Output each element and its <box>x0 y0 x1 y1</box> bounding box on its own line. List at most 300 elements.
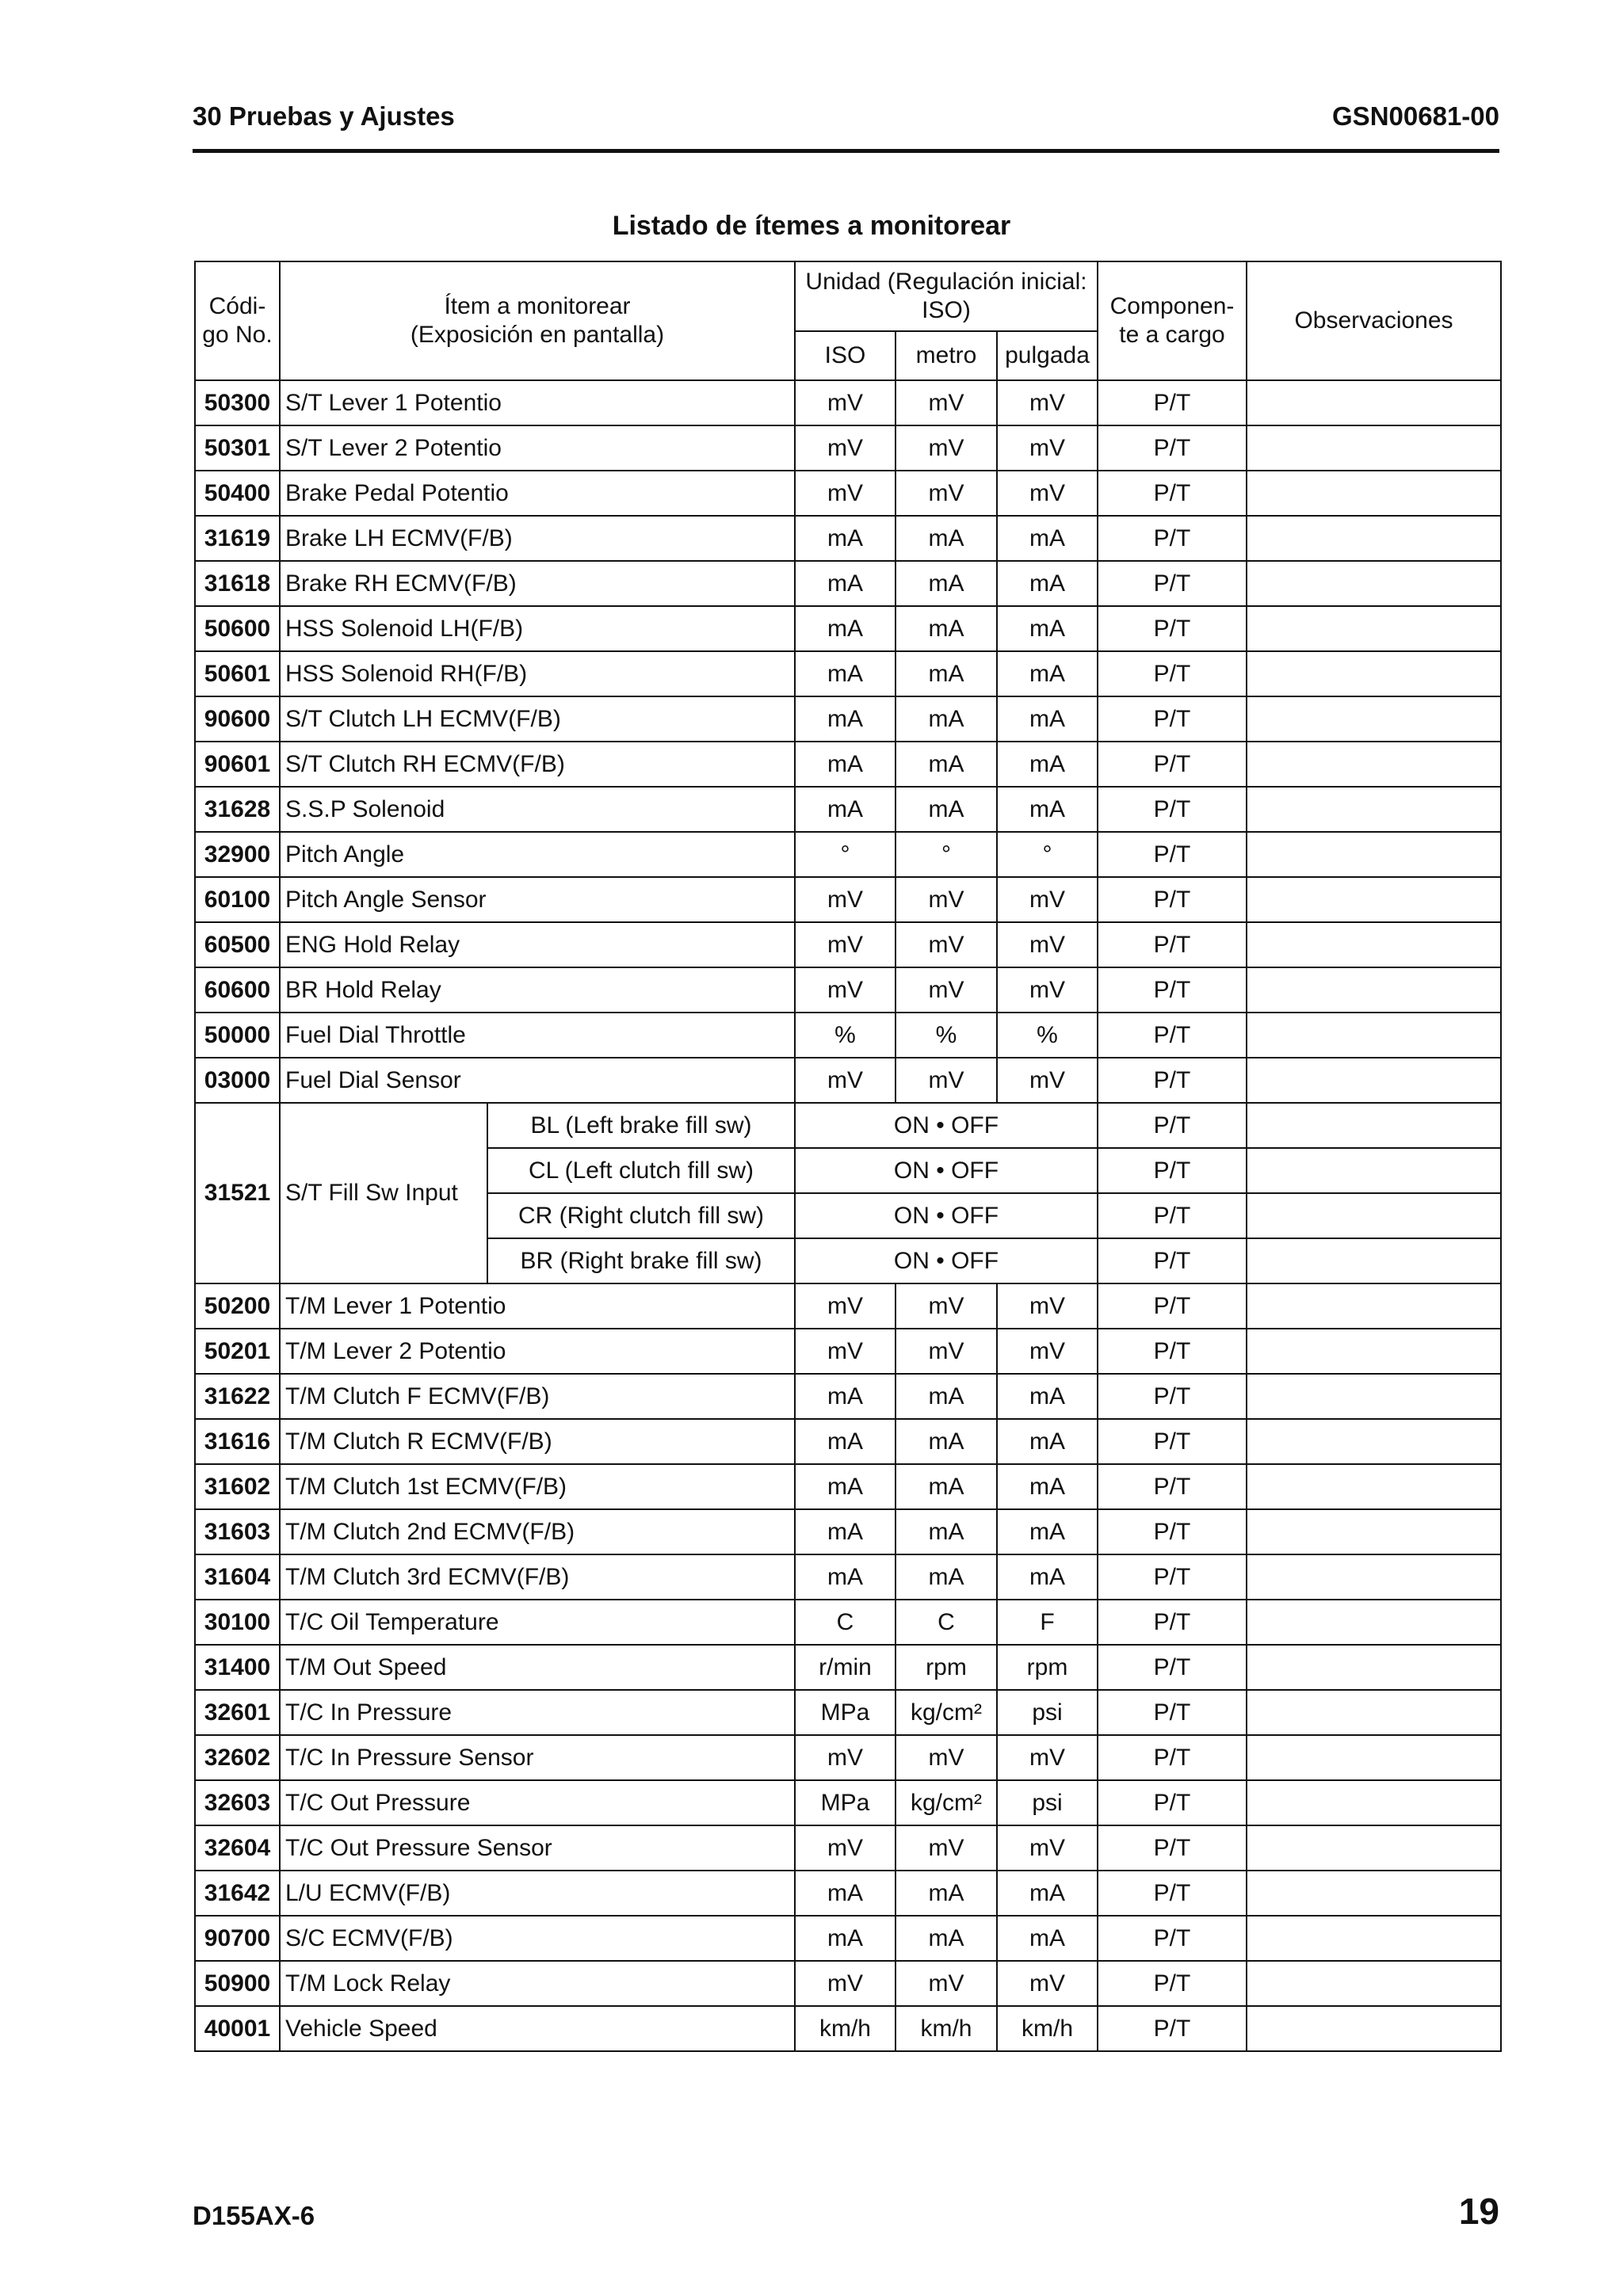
component-cell: P/T <box>1098 1103 1247 1148</box>
unit-iso-cell: mV <box>795 922 896 967</box>
unit-iso-cell: MPa <box>795 1780 896 1825</box>
item-cell: BR Hold Relay <box>280 967 795 1013</box>
unit-pulgada-cell: mA <box>997 651 1098 696</box>
component-cell: P/T <box>1098 1916 1247 1961</box>
unit-pulgada-cell: mA <box>997 696 1098 742</box>
unit-iso-cell: C <box>795 1600 896 1645</box>
table-row <box>195 696 1501 742</box>
unit-metro-cell: mA <box>896 1554 997 1600</box>
unit-iso-cell: mA <box>795 1554 896 1600</box>
item-cell: Brake Pedal Potentio <box>280 471 795 516</box>
unit-metro-cell: mA <box>896 606 997 651</box>
code-cell: 31604 <box>195 1554 280 1600</box>
unit-pulgada-cell: mV <box>997 967 1098 1013</box>
unit-iso-cell: mV <box>795 1058 896 1103</box>
code-cell: 50600 <box>195 606 280 651</box>
unit-metro-cell: mA <box>896 742 997 787</box>
observaciones-cell <box>1247 1645 1501 1690</box>
unit-pulgada-cell: mA <box>997 1419 1098 1464</box>
table-row <box>195 1464 1501 1509</box>
item-cell: Brake LH ECMV(F/B) <box>280 516 795 561</box>
code-cell: 50000 <box>195 1013 280 1058</box>
col-header-component <box>1098 261 1247 380</box>
item-cell: T/M Lever 2 Potentio <box>280 1329 795 1374</box>
unit-iso-cell: mV <box>795 1961 896 2006</box>
item-cell: T/M Out Speed <box>280 1645 795 1690</box>
unit-metro-cell: mV <box>896 1058 997 1103</box>
unit-iso-cell: mV <box>795 1735 896 1780</box>
observaciones-cell <box>1247 1464 1501 1509</box>
observaciones-cell <box>1247 1961 1501 2006</box>
unit-iso-cell: mV <box>795 1825 896 1871</box>
component-cell: P/T <box>1098 1058 1247 1103</box>
unit-pulgada-cell: mV <box>997 1961 1098 2006</box>
code-cell: 31521 <box>195 1103 280 1283</box>
component-cell: P/T <box>1098 922 1247 967</box>
code-cell: 50201 <box>195 1329 280 1374</box>
item-cell: T/C Out Pressure <box>280 1780 795 1825</box>
item-cell: S/T Clutch RH ECMV(F/B) <box>280 742 795 787</box>
header-divider <box>193 149 1499 153</box>
observaciones-cell <box>1247 1238 1501 1283</box>
component-cell: P/T <box>1098 1554 1247 1600</box>
table-row-fill-switch <box>195 1103 1501 1148</box>
table-row <box>195 742 1501 787</box>
observaciones-cell <box>1247 742 1501 787</box>
table-row <box>195 1374 1501 1419</box>
col-header-code-line1: Códi- <box>208 293 266 319</box>
observaciones-cell <box>1247 832 1501 877</box>
observaciones-cell <box>1247 1690 1501 1735</box>
observaciones-cell <box>1247 2006 1501 2051</box>
component-cell: P/T <box>1098 787 1247 832</box>
component-cell: P/T <box>1098 1825 1247 1871</box>
unit-pulgada-cell: mA <box>997 1509 1098 1554</box>
unit-metro-cell: km/h <box>896 2006 997 2051</box>
code-cell: 32602 <box>195 1735 280 1780</box>
unit-pulgada-cell: F <box>997 1600 1098 1645</box>
code-cell: 31628 <box>195 787 280 832</box>
code-cell: 31619 <box>195 516 280 561</box>
item-cell: Brake RH ECMV(F/B) <box>280 561 795 606</box>
observaciones-cell <box>1247 1103 1501 1148</box>
table-row <box>195 1058 1501 1103</box>
header-section-title: 30 Pruebas y Ajustes <box>193 101 455 131</box>
unit-pulgada-cell: mV <box>997 380 1098 425</box>
unit-iso-cell: mA <box>795 1871 896 1916</box>
col-header-observaciones: Observaciones <box>1247 261 1501 380</box>
sub-item-cell: CL (Left clutch fill sw) <box>487 1148 795 1193</box>
unit-metro-cell: kg/cm² <box>896 1690 997 1735</box>
item-cell: T/C In Pressure Sensor <box>280 1735 795 1780</box>
observaciones-cell <box>1247 1554 1501 1600</box>
component-cell: P/T <box>1098 1283 1247 1329</box>
component-cell: P/T <box>1098 1961 1247 2006</box>
item-cell: S/T Clutch LH ECMV(F/B) <box>280 696 795 742</box>
code-cell: 40001 <box>195 2006 280 2051</box>
table-row <box>195 922 1501 967</box>
item-cell: Fuel Dial Sensor <box>280 1058 795 1103</box>
col-header-code <box>195 261 280 380</box>
table-body-top <box>195 380 1501 1103</box>
unit-metro-cell: kg/cm² <box>896 1780 997 1825</box>
unit-pulgada-cell: mV <box>997 1329 1098 1374</box>
code-cell: 50601 <box>195 651 280 696</box>
unit-metro-cell: mV <box>896 967 997 1013</box>
unit-pulgada-cell: ° <box>997 832 1098 877</box>
unit-metro-cell: mV <box>896 1283 997 1329</box>
unit-pulgada-cell: mA <box>997 606 1098 651</box>
unit-metro-cell: mV <box>896 1329 997 1374</box>
unit-iso-cell: mA <box>795 1419 896 1464</box>
unit-metro-cell: mV <box>896 425 997 471</box>
component-cell: P/T <box>1098 1013 1247 1058</box>
table-row <box>195 1645 1501 1690</box>
component-cell: P/T <box>1098 1464 1247 1509</box>
observaciones-cell <box>1247 1600 1501 1645</box>
unit-metro-cell: mA <box>896 1464 997 1509</box>
col-header-metro: metro <box>896 331 997 380</box>
observaciones-cell <box>1247 1916 1501 1961</box>
table-row <box>195 1509 1501 1554</box>
component-cell: P/T <box>1098 425 1247 471</box>
unit-pulgada-cell: % <box>997 1013 1098 1058</box>
observaciones-cell <box>1247 1374 1501 1419</box>
component-cell: P/T <box>1098 1780 1247 1825</box>
footer-page-number: 19 <box>1458 2191 1499 2232</box>
monitoring-items-table <box>194 261 1502 2052</box>
unit-pulgada-cell: mA <box>997 1464 1098 1509</box>
component-cell: P/T <box>1098 832 1247 877</box>
unit-onoff-cell: ON • OFF <box>795 1193 1098 1238</box>
col-header-iso: ISO <box>795 331 896 380</box>
unit-pulgada-cell: mA <box>997 516 1098 561</box>
table-row <box>195 1013 1501 1058</box>
unit-metro-cell: mA <box>896 696 997 742</box>
observaciones-cell <box>1247 561 1501 606</box>
unit-pulgada-cell: mV <box>997 1058 1098 1103</box>
observaciones-cell <box>1247 1735 1501 1780</box>
observaciones-cell <box>1247 922 1501 967</box>
item-cell: T/M Clutch 2nd ECMV(F/B) <box>280 1509 795 1554</box>
observaciones-cell <box>1247 471 1501 516</box>
unit-metro-cell: mV <box>896 922 997 967</box>
unit-metro-cell: mA <box>896 561 997 606</box>
unit-pulgada-cell: psi <box>997 1780 1098 1825</box>
item-cell: T/M Clutch R ECMV(F/B) <box>280 1419 795 1464</box>
code-cell: 03000 <box>195 1058 280 1103</box>
unit-pulgada-cell: mA <box>997 787 1098 832</box>
component-cell: P/T <box>1098 651 1247 696</box>
code-cell: 60500 <box>195 922 280 967</box>
table-row <box>195 425 1501 471</box>
table-row <box>195 967 1501 1013</box>
unit-pulgada-cell: mV <box>997 1825 1098 1871</box>
unit-pulgada-cell: mV <box>997 1283 1098 1329</box>
unit-metro-cell: mA <box>896 1419 997 1464</box>
col-header-unit <box>795 261 1098 331</box>
table-title: Listado de ítemes a monitorear <box>612 211 1011 241</box>
unit-iso-cell: mA <box>795 787 896 832</box>
unit-iso-cell: r/min <box>795 1645 896 1690</box>
code-cell: 30100 <box>195 1600 280 1645</box>
component-cell: P/T <box>1098 1645 1247 1690</box>
code-cell: 50300 <box>195 380 280 425</box>
item-cell: T/M Lock Relay <box>280 1961 795 2006</box>
component-cell: P/T <box>1098 606 1247 651</box>
table-row <box>195 1600 1501 1645</box>
unit-metro-cell: mV <box>896 877 997 922</box>
unit-pulgada-cell: rpm <box>997 1645 1098 1690</box>
table-row <box>195 606 1501 651</box>
table-row <box>195 1825 1501 1871</box>
col-header-component-line1: Componen- <box>1109 293 1235 319</box>
observaciones-cell <box>1247 967 1501 1013</box>
unit-iso-cell: mA <box>795 1916 896 1961</box>
item-cell: ENG Hold Relay <box>280 922 795 967</box>
code-cell: 90601 <box>195 742 280 787</box>
item-cell: T/C Out Pressure Sensor <box>280 1825 795 1871</box>
unit-iso-cell: mV <box>795 1283 896 1329</box>
code-cell: 31602 <box>195 1464 280 1509</box>
table-body-bottom <box>195 1283 1501 2051</box>
unit-metro-cell: mA <box>896 651 997 696</box>
code-cell: 50900 <box>195 1961 280 2006</box>
unit-iso-cell: mV <box>795 877 896 922</box>
observaciones-cell <box>1247 1509 1501 1554</box>
component-cell: P/T <box>1098 561 1247 606</box>
item-cell: Fuel Dial Throttle <box>280 1013 795 1058</box>
observaciones-cell <box>1247 1871 1501 1916</box>
code-cell: 31400 <box>195 1645 280 1690</box>
component-cell: P/T <box>1098 1329 1247 1374</box>
code-cell: 90600 <box>195 696 280 742</box>
unit-iso-cell: mA <box>795 696 896 742</box>
unit-iso-cell: mV <box>795 967 896 1013</box>
component-cell: P/T <box>1098 1238 1247 1283</box>
item-cell: S.S.P Solenoid <box>280 787 795 832</box>
table-row <box>195 877 1501 922</box>
col-header-pulgada: pulgada <box>997 331 1098 380</box>
table-row <box>195 561 1501 606</box>
unit-iso-cell: mA <box>795 651 896 696</box>
unit-iso-cell: mV <box>795 380 896 425</box>
unit-pulgada-cell: mV <box>997 425 1098 471</box>
col-header-unit-line1: Unidad (Regulación inicial: <box>805 269 1087 295</box>
table-row <box>195 1916 1501 1961</box>
code-cell: 31603 <box>195 1509 280 1554</box>
item-cell: L/U ECMV(F/B) <box>280 1871 795 1916</box>
unit-metro-cell: mA <box>896 1509 997 1554</box>
code-cell: 50200 <box>195 1283 280 1329</box>
unit-metro-cell: C <box>896 1600 997 1645</box>
col-header-item-line1: Ítem a monitorear <box>444 293 631 319</box>
unit-iso-cell: mA <box>795 1509 896 1554</box>
table-row <box>195 516 1501 561</box>
item-cell: HSS Solenoid RH(F/B) <box>280 651 795 696</box>
component-cell: P/T <box>1098 1374 1247 1419</box>
unit-iso-cell: mA <box>795 742 896 787</box>
item-cell: HSS Solenoid LH(F/B) <box>280 606 795 651</box>
unit-metro-cell: mA <box>896 787 997 832</box>
unit-iso-cell: mV <box>795 1329 896 1374</box>
code-cell: 90700 <box>195 1916 280 1961</box>
unit-pulgada-cell: mA <box>997 1554 1098 1600</box>
component-cell: P/T <box>1098 1735 1247 1780</box>
component-cell: P/T <box>1098 742 1247 787</box>
component-cell: P/T <box>1098 1600 1247 1645</box>
table-row <box>195 1554 1501 1600</box>
unit-iso-cell: % <box>795 1013 896 1058</box>
col-header-unit-line2: ISO) <box>922 297 971 323</box>
unit-pulgada-cell: psi <box>997 1690 1098 1735</box>
item-cell: S/T Lever 1 Potentio <box>280 380 795 425</box>
code-cell: 32603 <box>195 1780 280 1825</box>
unit-pulgada-cell: mV <box>997 1735 1098 1780</box>
unit-onoff-cell: ON • OFF <box>795 1103 1098 1148</box>
table-row <box>195 1329 1501 1374</box>
table-row <box>195 651 1501 696</box>
observaciones-cell <box>1247 1193 1501 1238</box>
observaciones-cell <box>1247 380 1501 425</box>
code-cell: 32900 <box>195 832 280 877</box>
table-row <box>195 787 1501 832</box>
item-cell: S/C ECMV(F/B) <box>280 1916 795 1961</box>
item-cell: T/M Lever 1 Potentio <box>280 1283 795 1329</box>
item-cell: S/T Lever 2 Potentio <box>280 425 795 471</box>
code-cell: 60600 <box>195 967 280 1013</box>
unit-pulgada-cell: mV <box>997 922 1098 967</box>
unit-pulgada-cell: mA <box>997 561 1098 606</box>
component-cell: P/T <box>1098 1871 1247 1916</box>
component-cell: P/T <box>1098 1419 1247 1464</box>
unit-iso-cell: ° <box>795 832 896 877</box>
col-header-item <box>280 261 795 380</box>
component-cell: P/T <box>1098 1193 1247 1238</box>
component-cell: P/T <box>1098 696 1247 742</box>
unit-iso-cell: mA <box>795 606 896 651</box>
item-cell: S/T Fill Sw Input <box>280 1103 487 1283</box>
unit-pulgada-cell: km/h <box>997 2006 1098 2051</box>
table-row <box>195 1419 1501 1464</box>
component-cell: P/T <box>1098 967 1247 1013</box>
code-cell: 32604 <box>195 1825 280 1871</box>
unit-metro-cell: % <box>896 1013 997 1058</box>
col-header-component-line2: te a cargo <box>1119 322 1225 348</box>
unit-metro-cell: rpm <box>896 1645 997 1690</box>
unit-iso-cell: km/h <box>795 2006 896 2051</box>
observaciones-cell <box>1247 1058 1501 1103</box>
observaciones-cell <box>1247 425 1501 471</box>
unit-metro-cell: mV <box>896 1825 997 1871</box>
component-cell: P/T <box>1098 1690 1247 1735</box>
unit-metro-cell: mA <box>896 1916 997 1961</box>
sub-item-cell: BR (Right brake fill sw) <box>487 1238 795 1283</box>
unit-iso-cell: mA <box>795 561 896 606</box>
unit-pulgada-cell: mV <box>997 877 1098 922</box>
observaciones-cell <box>1247 1283 1501 1329</box>
item-cell: Pitch Angle Sensor <box>280 877 795 922</box>
table-row <box>195 832 1501 877</box>
observaciones-cell <box>1247 1013 1501 1058</box>
unit-pulgada-cell: mA <box>997 1916 1098 1961</box>
unit-metro-cell: mV <box>896 1735 997 1780</box>
observaciones-cell <box>1247 516 1501 561</box>
unit-iso-cell: mV <box>795 425 896 471</box>
sub-item-cell: CR (Right clutch fill sw) <box>487 1193 795 1238</box>
col-header-code-line2: go No. <box>202 322 273 348</box>
code-cell: 31642 <box>195 1871 280 1916</box>
unit-metro-cell: mA <box>896 516 997 561</box>
unit-metro-cell: ° <box>896 832 997 877</box>
unit-metro-cell: mV <box>896 471 997 516</box>
unit-onoff-cell: ON • OFF <box>795 1238 1098 1283</box>
unit-iso-cell: mA <box>795 1374 896 1419</box>
unit-pulgada-cell: mV <box>997 471 1098 516</box>
observaciones-cell <box>1247 1780 1501 1825</box>
unit-iso-cell: mA <box>795 1464 896 1509</box>
table-row <box>195 1735 1501 1780</box>
table-row <box>195 471 1501 516</box>
component-cell: P/T <box>1098 1148 1247 1193</box>
unit-pulgada-cell: mA <box>997 1871 1098 1916</box>
code-cell: 50400 <box>195 471 280 516</box>
item-cell: T/M Clutch F ECMV(F/B) <box>280 1374 795 1419</box>
component-cell: P/T <box>1098 2006 1247 2051</box>
table-row <box>195 2006 1501 2051</box>
code-cell: 31618 <box>195 561 280 606</box>
item-cell: T/M Clutch 3rd ECMV(F/B) <box>280 1554 795 1600</box>
footer-model: D155AX-6 <box>193 2201 315 2230</box>
unit-pulgada-cell: mA <box>997 742 1098 787</box>
code-cell: 60100 <box>195 877 280 922</box>
table-row <box>195 1690 1501 1735</box>
item-cell: Pitch Angle <box>280 832 795 877</box>
unit-metro-cell: mA <box>896 1374 997 1419</box>
unit-metro-cell: mA <box>896 1871 997 1916</box>
unit-iso-cell: mA <box>795 516 896 561</box>
code-cell: 31622 <box>195 1374 280 1419</box>
item-cell: Vehicle Speed <box>280 2006 795 2051</box>
observaciones-cell <box>1247 696 1501 742</box>
unit-onoff-cell: ON • OFF <box>795 1148 1098 1193</box>
table-row <box>195 1283 1501 1329</box>
observaciones-cell <box>1247 1148 1501 1193</box>
item-cell: T/C In Pressure <box>280 1690 795 1735</box>
sub-item-cell: BL (Left brake fill sw) <box>487 1103 795 1148</box>
component-cell: P/T <box>1098 471 1247 516</box>
component-cell: P/T <box>1098 877 1247 922</box>
code-cell: 50301 <box>195 425 280 471</box>
code-cell: 31616 <box>195 1419 280 1464</box>
observaciones-cell <box>1247 606 1501 651</box>
observaciones-cell <box>1247 787 1501 832</box>
observaciones-cell <box>1247 1419 1501 1464</box>
table-row <box>195 1780 1501 1825</box>
observaciones-cell <box>1247 877 1501 922</box>
observaciones-cell <box>1247 1329 1501 1374</box>
component-cell: P/T <box>1098 1509 1247 1554</box>
unit-metro-cell: mV <box>896 380 997 425</box>
unit-metro-cell: mV <box>896 1961 997 2006</box>
unit-pulgada-cell: mA <box>997 1374 1098 1419</box>
table-row <box>195 380 1501 425</box>
unit-iso-cell: mV <box>795 471 896 516</box>
component-cell: P/T <box>1098 380 1247 425</box>
component-cell: P/T <box>1098 516 1247 561</box>
code-cell: 32601 <box>195 1690 280 1735</box>
observaciones-cell <box>1247 1825 1501 1871</box>
